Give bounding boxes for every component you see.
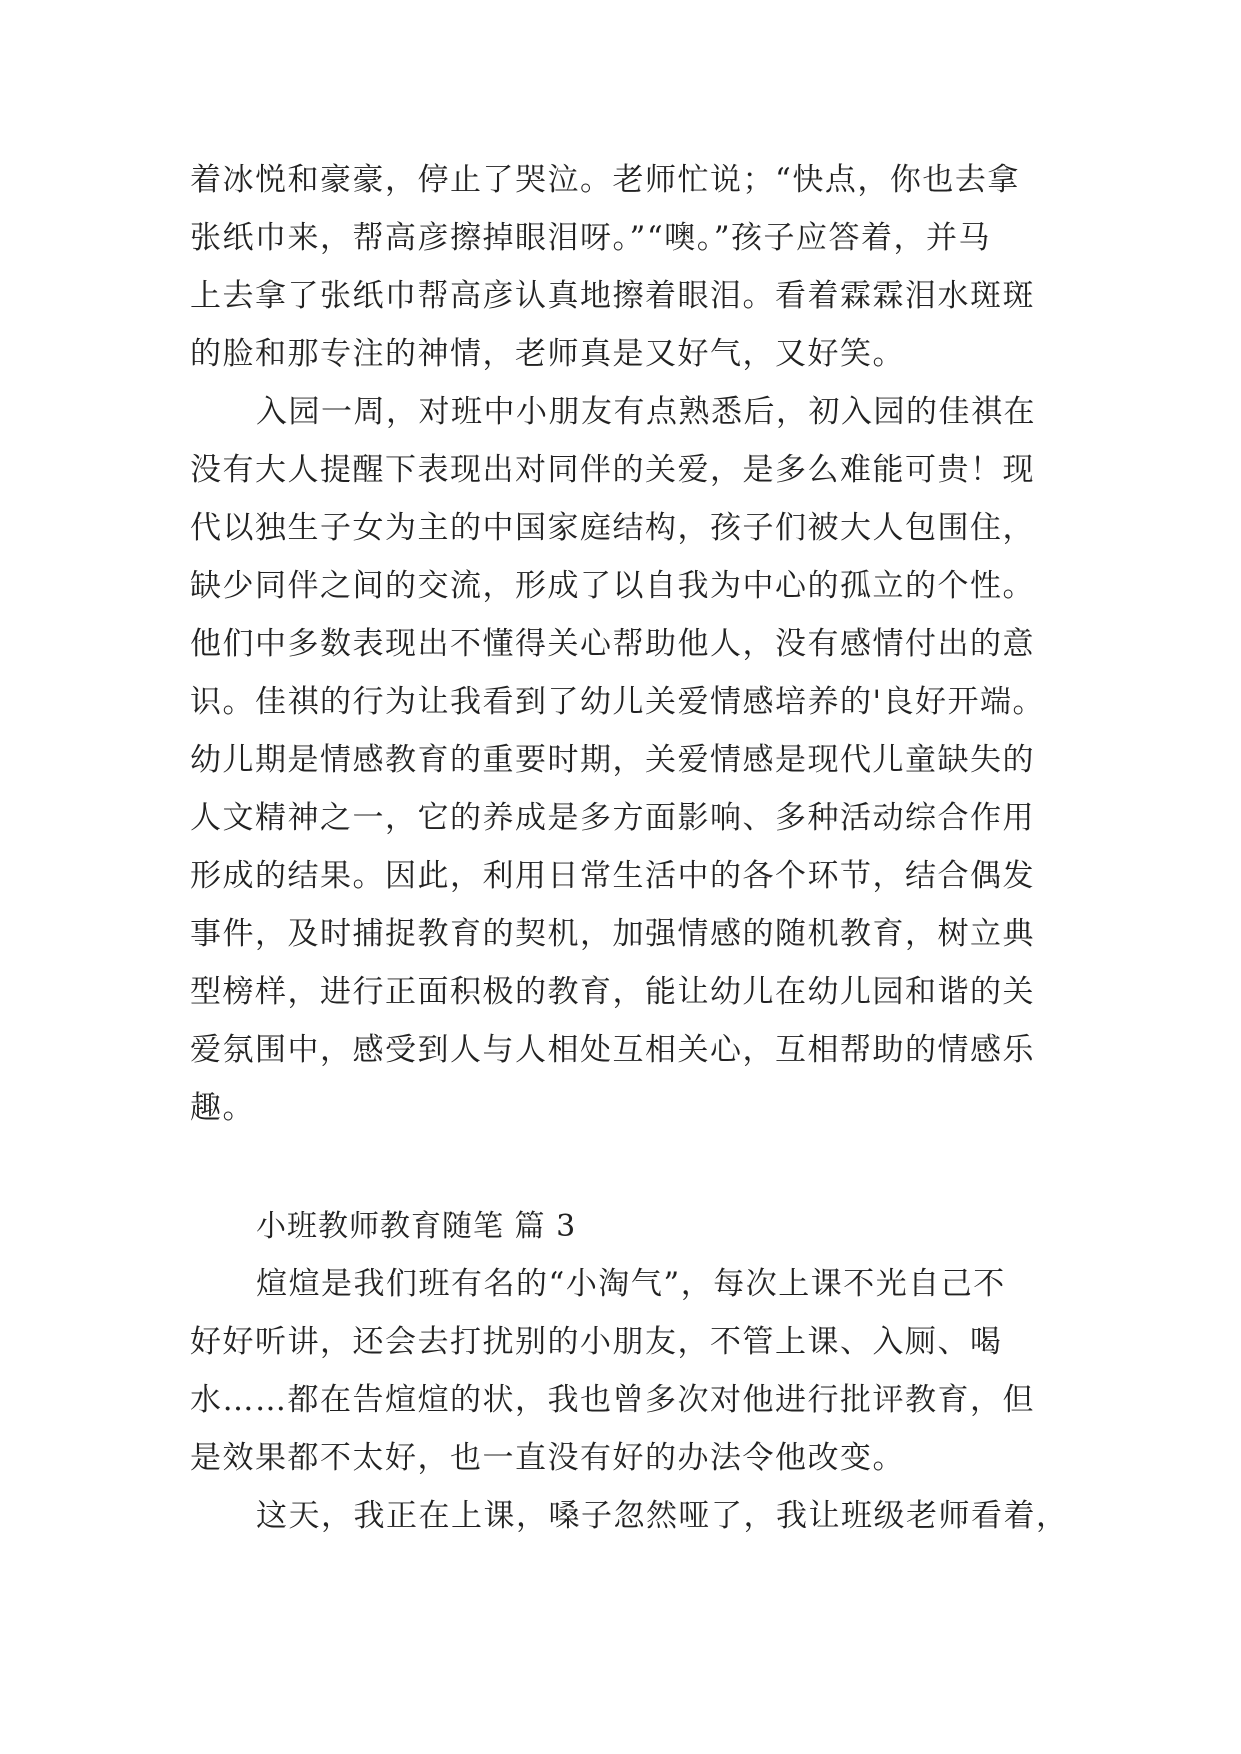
paragraph-3-line-1: 煊煊是我们班有名的“小淘气”，每次上课不光自己不 xyxy=(256,1266,1006,1302)
paragraph-1-line-1: 着冰悦和豪豪，停止了哭泣。老师忙说；“快点，你也去拿 xyxy=(190,162,1020,198)
paragraph-2-line-4: 缺少同伴之间的交流，形成了以自我为中心的孤立的个性。 xyxy=(190,568,1035,604)
paragraph-2-line-5: 他们中多数表现出不懂得关心帮助他人，没有感情付出的意 xyxy=(190,626,1035,662)
paragraph-1-line-4: 的脸和那专注的神情，老师真是又好气，又好笑。 xyxy=(190,336,905,372)
paragraph-4-line-1: 这天，我正在上课，嗓子忽然哑了，我让班级老师看着， xyxy=(256,1498,1069,1534)
paragraph-2-line-9: 形成的结果。因此，利用日常生活中的各个环节，结合偶发 xyxy=(190,858,1035,894)
paragraph-3-line-4: 是效果都不太好，也一直没有好的办法令他改变。 xyxy=(190,1440,905,1476)
paragraph-3-line-2: 好好听讲，还会去打扰别的小朋友，不管上课、入厕、喝 xyxy=(190,1324,1003,1360)
paragraph-2-line-1: 入园一周，对班中小朋友有点熟悉后，初入园的佳祺在 xyxy=(256,394,1036,430)
paragraph-2-line-8: 人文精神之一，它的养成是多方面影响、多种活动综合作用 xyxy=(190,800,1035,836)
paragraph-2-line-3: 代以独生子女为主的中国家庭结构，孩子们被大人包围住， xyxy=(190,510,1035,546)
paragraph-1-line-2: 张纸巾来，帮高彦擦掉眼泪呀。”“噢。”孩子应答着，并马 xyxy=(190,220,992,256)
paragraph-2-line-12: 爱氛围中，感受到人与人相处互相关心，互相帮助的情感乐 xyxy=(190,1032,1035,1068)
section-heading: 小班教师教育随笔 篇 3 xyxy=(256,1209,577,1244)
paragraph-2-line-2: 没有大人提醒下表现出对同伴的关爱，是多么难能可贵！现 xyxy=(190,452,1035,488)
paragraph-2-line-7: 幼儿期是情感教育的重要时期，关爱情感是现代儿童缺失的 xyxy=(190,742,1035,778)
paragraph-2-line-11: 型榜样，进行正面积极的教育，能让幼儿在幼儿园和谐的关 xyxy=(190,974,1035,1010)
paragraph-2-line-6: 识。佳祺的行为让我看到了幼儿关爱情感培养的'良好开端。 xyxy=(190,684,1046,720)
paragraph-2-line-13: 趣。 xyxy=(190,1090,255,1126)
paragraph-3-line-3: 水……都在告煊煊的状，我也曾多次对他进行批评教育，但 xyxy=(190,1382,1035,1418)
paragraph-2-line-10: 事件，及时捕捉教育的契机，加强情感的随机教育，树立典 xyxy=(190,916,1035,952)
paragraph-1-line-3: 上去拿了张纸巾帮高彦认真地擦着眼泪。看着霖霖泪水斑斑 xyxy=(190,278,1035,314)
